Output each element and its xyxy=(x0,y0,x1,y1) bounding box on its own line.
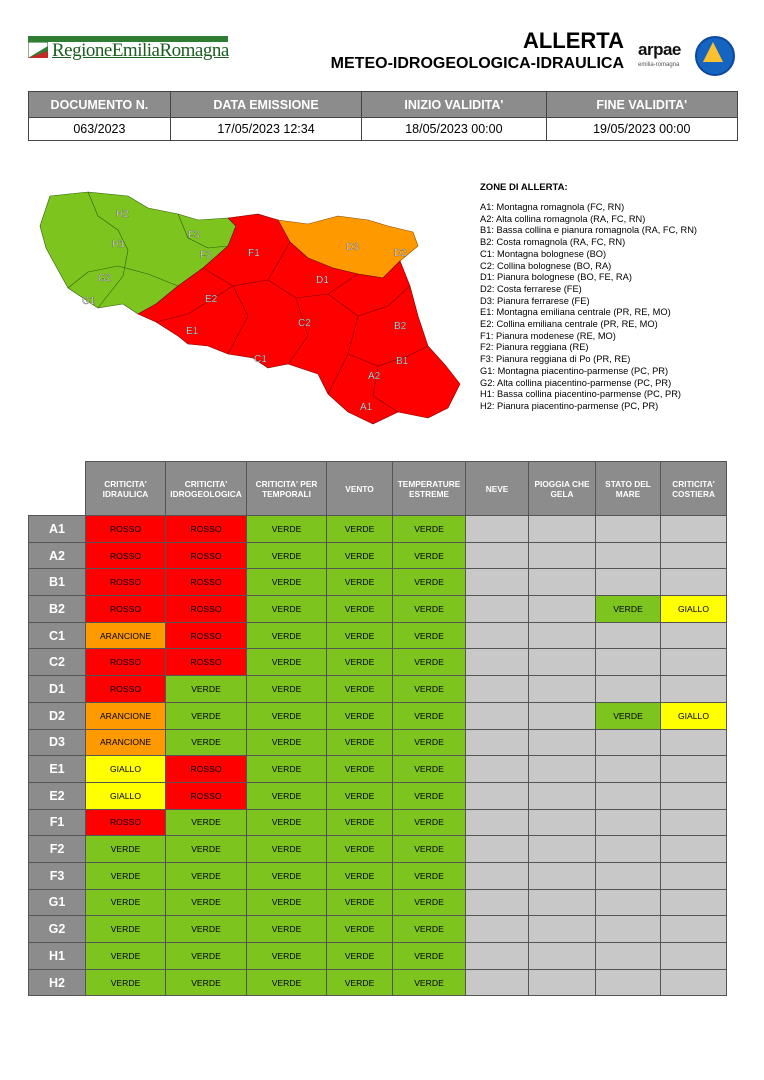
alert-cell xyxy=(661,862,727,889)
alert-zones-map xyxy=(28,186,468,436)
alert-cell: VERDE xyxy=(327,676,393,703)
alert-cell: VERDE xyxy=(327,862,393,889)
region-logo-text: RegioneEmiliaRomagna xyxy=(52,40,229,61)
table-row xyxy=(29,649,727,676)
alert-cell xyxy=(661,889,727,916)
alert-cell xyxy=(466,782,529,809)
alert-cell xyxy=(466,596,529,623)
zone-item: C1: Montagna bolognese (BO) xyxy=(480,248,607,259)
alert-cell: VERDE xyxy=(166,836,247,863)
zone-item: D2: Costa ferrarese (FE) xyxy=(480,283,582,294)
zone-item: C2: Collina bolognese (BO, RA) xyxy=(480,260,612,271)
alert-cell xyxy=(596,516,661,543)
alert-cell xyxy=(466,889,529,916)
alert-cell xyxy=(466,756,529,783)
alert-cell: VERDE xyxy=(166,889,247,916)
zone-code: D1 xyxy=(29,676,86,703)
alert-cell xyxy=(661,943,727,970)
map-label: A1 xyxy=(360,402,373,413)
table-row xyxy=(29,916,727,943)
alert-cell: VERDE xyxy=(247,969,327,996)
alert-cell: VERDE xyxy=(393,836,466,863)
alert-cell xyxy=(596,782,661,809)
info-header: FINE VALIDITA' xyxy=(546,92,737,118)
column-header: NEVE xyxy=(466,462,529,516)
alert-cell xyxy=(529,596,596,623)
table-row xyxy=(29,782,727,809)
alert-cell: VERDE xyxy=(327,916,393,943)
alert-cell xyxy=(661,622,727,649)
map-label: A2 xyxy=(368,371,381,382)
info-header: DATA EMISSIONE xyxy=(170,92,361,118)
alert-cell xyxy=(661,782,727,809)
alert-cell: VERDE xyxy=(247,943,327,970)
alert-cell: VERDE xyxy=(327,782,393,809)
alert-cell: VERDE xyxy=(327,969,393,996)
alert-cell xyxy=(661,809,727,836)
table-row xyxy=(29,809,727,836)
alert-table xyxy=(28,461,727,996)
alert-cell xyxy=(466,516,529,543)
table-corner xyxy=(29,462,86,516)
alert-cell: VERDE xyxy=(247,542,327,569)
alert-cell: ROSSO xyxy=(86,676,166,703)
alert-cell: VERDE xyxy=(247,862,327,889)
alert-cell: VERDE xyxy=(393,916,466,943)
map-label: C1 xyxy=(254,354,267,365)
zone-item: F2: Pianura reggiana (RE) xyxy=(480,342,589,353)
zone-code: A1 xyxy=(29,516,86,543)
zone-code: C1 xyxy=(29,622,86,649)
alert-cell xyxy=(596,809,661,836)
alert-cell xyxy=(529,649,596,676)
alert-cell: VERDE xyxy=(86,916,166,943)
map-label: F1 xyxy=(248,248,260,259)
alert-cell xyxy=(661,569,727,596)
alert-cell: GIALLO xyxy=(661,596,727,623)
alert-cell: ROSSO xyxy=(86,569,166,596)
alert-cell: VERDE xyxy=(86,836,166,863)
alert-cell xyxy=(466,622,529,649)
alert-cell: ROSSO xyxy=(166,596,247,623)
alert-cell xyxy=(529,809,596,836)
zone-item: G2: Alta collina piacentino-parmense (PC, PR) xyxy=(480,377,672,388)
table-row xyxy=(29,969,727,996)
alert-cell xyxy=(529,622,596,649)
table-row xyxy=(29,836,727,863)
zone-item: G1: Montagna piacentino-parmense (PC, PR) xyxy=(480,365,669,376)
alert-cell xyxy=(466,809,529,836)
alert-cell xyxy=(529,969,596,996)
zone-code: F1 xyxy=(29,809,86,836)
alert-cell: VERDE xyxy=(247,676,327,703)
zone-item: H1: Bassa collina piacentino-parmense (PC, PR) xyxy=(480,389,682,400)
zone-code: D3 xyxy=(29,729,86,756)
alert-cell: VERDE xyxy=(86,862,166,889)
zone-item: H2: Pianura piacentino-parmense (PC, PR) xyxy=(480,400,659,411)
alert-cell xyxy=(596,969,661,996)
alert-cell xyxy=(596,676,661,703)
alert-cell: ROSSO xyxy=(86,809,166,836)
alert-cell xyxy=(529,542,596,569)
zone-item: E2: Collina emiliana centrale (PR, RE, MO) xyxy=(480,319,658,330)
zone-item: A2: Alta collina romagnola (RA, FC, RN) xyxy=(480,213,646,224)
region-flag-icon xyxy=(28,42,48,58)
zone-item: B2: Costa romagnola (RA, FC, RN) xyxy=(480,237,626,248)
alert-cell xyxy=(596,943,661,970)
alert-cell: VERDE xyxy=(327,836,393,863)
alert-cell: VERDE xyxy=(247,782,327,809)
alert-cell: ROSSO xyxy=(86,596,166,623)
zones-list xyxy=(480,202,697,413)
alert-cell xyxy=(529,916,596,943)
alert-cell: VERDE xyxy=(166,809,247,836)
alert-cell xyxy=(466,862,529,889)
map-label: G2 xyxy=(98,273,112,284)
alert-cell: ROSSO xyxy=(86,542,166,569)
zone-item: D3: Pianura ferrarese (FE) xyxy=(480,295,590,306)
alert-cell xyxy=(466,916,529,943)
alert-cell: VERDE xyxy=(327,596,393,623)
alert-cell xyxy=(596,542,661,569)
alert-cell: VERDE xyxy=(327,542,393,569)
alert-cell xyxy=(596,622,661,649)
map-label: D3 xyxy=(346,242,359,253)
alert-cell xyxy=(596,862,661,889)
alert-cell xyxy=(661,516,727,543)
arpae-logo-sub: emilia-romagna xyxy=(638,62,680,68)
map-label: F2 xyxy=(200,250,212,261)
alert-cell xyxy=(596,836,661,863)
alert-cell: VERDE xyxy=(327,943,393,970)
alert-cell xyxy=(661,916,727,943)
alert-cell: ARANCIONE xyxy=(86,702,166,729)
alert-cell: VERDE xyxy=(247,729,327,756)
table-row xyxy=(29,702,727,729)
alert-cell: VERDE xyxy=(596,596,661,623)
page-title: ALLERTA xyxy=(522,28,624,53)
alert-cell xyxy=(596,569,661,596)
alert-cell: VERDE xyxy=(247,702,327,729)
alert-cell: ROSSO xyxy=(166,649,247,676)
issue-date: 17/05/2023 12:34 xyxy=(170,118,361,141)
alert-cell: VERDE xyxy=(596,702,661,729)
map-label: B1 xyxy=(396,356,409,367)
alert-cell: VERDE xyxy=(393,943,466,970)
alert-cell xyxy=(529,889,596,916)
alert-cell xyxy=(466,729,529,756)
alert-cell: VERDE xyxy=(166,943,247,970)
zone-code: F3 xyxy=(29,862,86,889)
column-header: CRITICITA' IDRAULICA xyxy=(86,462,166,516)
alert-cell xyxy=(596,916,661,943)
alert-cell xyxy=(529,569,596,596)
alert-cell xyxy=(466,836,529,863)
alert-cell: ROSSO xyxy=(166,542,247,569)
alert-cell: VERDE xyxy=(327,622,393,649)
alert-cell: VERDE xyxy=(327,809,393,836)
map-label: D2 xyxy=(394,248,407,259)
alert-cell: VERDE xyxy=(393,756,466,783)
zone-code: H2 xyxy=(29,969,86,996)
alert-cell xyxy=(661,836,727,863)
alert-cell xyxy=(661,676,727,703)
alert-cell: VERDE xyxy=(247,836,327,863)
alert-cell: ROSSO xyxy=(166,782,247,809)
alert-cell: VERDE xyxy=(393,542,466,569)
alert-cell xyxy=(529,702,596,729)
alert-cell: VERDE xyxy=(247,516,327,543)
alert-cell: GIALLO xyxy=(661,702,727,729)
map-label: C2 xyxy=(298,318,311,329)
table-row xyxy=(29,596,727,623)
zone-item: F1: Pianura modenese (RE, MO) xyxy=(480,330,616,341)
alert-cell xyxy=(466,649,529,676)
table-row xyxy=(29,943,727,970)
alert-cell xyxy=(466,542,529,569)
alert-cell: VERDE xyxy=(247,622,327,649)
alert-cell: ROSSO xyxy=(86,649,166,676)
alert-cell xyxy=(596,729,661,756)
column-header: STATO DEL MARE xyxy=(596,462,661,516)
zone-code: A2 xyxy=(29,542,86,569)
map-label: E1 xyxy=(186,326,199,337)
alert-cell: VERDE xyxy=(327,756,393,783)
alert-cell xyxy=(466,702,529,729)
alert-cell: ROSSO xyxy=(166,756,247,783)
zone-code: G2 xyxy=(29,916,86,943)
column-header: TEMPERATURE ESTREME xyxy=(393,462,466,516)
alert-cell: VERDE xyxy=(393,596,466,623)
alert-cell: VERDE xyxy=(393,569,466,596)
map-label: F3 xyxy=(188,230,200,241)
alert-cell: VERDE xyxy=(166,729,247,756)
alert-cell xyxy=(529,756,596,783)
alert-cell: VERDE xyxy=(247,916,327,943)
alert-cell: VERDE xyxy=(86,943,166,970)
alert-cell: VERDE xyxy=(86,889,166,916)
alert-cell xyxy=(661,969,727,996)
alert-cell xyxy=(661,756,727,783)
table-row xyxy=(29,676,727,703)
table-row xyxy=(29,569,727,596)
alert-cell: VERDE xyxy=(247,649,327,676)
zones-title: ZONE DI ALLERTA: xyxy=(480,182,568,193)
alert-cell: VERDE xyxy=(393,969,466,996)
alert-cell: VERDE xyxy=(393,782,466,809)
alert-cell: VERDE xyxy=(327,569,393,596)
map-label: B2 xyxy=(394,321,407,332)
zone-code: E2 xyxy=(29,782,86,809)
alert-cell: VERDE xyxy=(393,649,466,676)
alert-cell xyxy=(596,889,661,916)
zone-item: D1: Pianura bolognese (BO, FE, RA) xyxy=(480,272,632,283)
alert-cell: ROSSO xyxy=(166,569,247,596)
zone-code: C2 xyxy=(29,649,86,676)
zone-item: B1: Bassa collina e pianura romagnola (RA, FC, RN) xyxy=(480,225,698,236)
alert-cell xyxy=(596,756,661,783)
table-row xyxy=(29,542,727,569)
alert-cell: VERDE xyxy=(166,969,247,996)
alert-cell: GIALLO xyxy=(86,782,166,809)
alert-cell: VERDE xyxy=(393,702,466,729)
alert-cell: ROSSO xyxy=(166,516,247,543)
zone-item: A1: Montagna romagnola (FC, RN) xyxy=(480,202,625,212)
alert-cell: VERDE xyxy=(247,889,327,916)
alert-cell xyxy=(466,969,529,996)
document-info-table xyxy=(28,91,738,141)
alert-cell xyxy=(529,729,596,756)
alert-cell: GIALLO xyxy=(86,756,166,783)
alert-cell: VERDE xyxy=(393,862,466,889)
alert-cell xyxy=(529,782,596,809)
map-label: D1 xyxy=(316,275,329,286)
alert-cell: VERDE xyxy=(166,676,247,703)
alert-cell xyxy=(529,516,596,543)
alert-cell: VERDE xyxy=(166,862,247,889)
alert-cell: VERDE xyxy=(393,889,466,916)
alert-cell xyxy=(529,862,596,889)
zone-code: G1 xyxy=(29,889,86,916)
alert-cell: VERDE xyxy=(327,729,393,756)
alert-cell xyxy=(466,569,529,596)
alert-cell xyxy=(596,649,661,676)
zone-code: B1 xyxy=(29,569,86,596)
alert-cell: VERDE xyxy=(247,596,327,623)
validity-end: 19/05/2023 00:00 xyxy=(546,118,737,141)
alert-cell: VERDE xyxy=(247,809,327,836)
alert-cell: ROSSO xyxy=(166,622,247,649)
alert-cell: ARANCIONE xyxy=(86,729,166,756)
column-header: CRITICITA' COSTIERA xyxy=(661,462,727,516)
alert-cell xyxy=(529,676,596,703)
zone-code: H1 xyxy=(29,943,86,970)
map-label: H2 xyxy=(116,209,129,220)
alert-cell: VERDE xyxy=(393,729,466,756)
alert-cell: ARANCIONE xyxy=(86,622,166,649)
column-header: VENTO xyxy=(327,462,393,516)
info-header: DOCUMENTO N. xyxy=(29,92,171,118)
alert-cell: VERDE xyxy=(393,676,466,703)
zone-item: F3: Pianura reggiana di Po (PR, RE) xyxy=(480,354,631,365)
arpae-logo: arpae xyxy=(638,40,681,59)
info-header: INIZIO VALIDITA' xyxy=(362,92,546,118)
alert-cell xyxy=(529,943,596,970)
civil-protection-triangle-icon xyxy=(703,42,723,62)
column-header: PIOGGIA CHE GELA xyxy=(529,462,596,516)
table-row xyxy=(29,862,727,889)
alert-cell: VERDE xyxy=(393,622,466,649)
alert-cell: VERDE xyxy=(86,969,166,996)
zone-code: E1 xyxy=(29,756,86,783)
zone-code: B2 xyxy=(29,596,86,623)
alert-cell: VERDE xyxy=(247,569,327,596)
table-row xyxy=(29,756,727,783)
alert-cell xyxy=(466,676,529,703)
zone-code: F2 xyxy=(29,836,86,863)
alert-cell: VERDE xyxy=(247,756,327,783)
alert-cell: VERDE xyxy=(166,916,247,943)
alert-cell: VERDE xyxy=(327,889,393,916)
alert-cell: VERDE xyxy=(327,649,393,676)
table-row xyxy=(29,622,727,649)
table-row xyxy=(29,729,727,756)
table-row xyxy=(29,889,727,916)
alert-cell xyxy=(661,649,727,676)
zone-item: E1: Montagna emiliana centrale (PR, RE, MO) xyxy=(480,307,671,318)
map-label: E2 xyxy=(205,294,218,305)
alert-cell: VERDE xyxy=(393,516,466,543)
page-subtitle: METEO-IDROGEOLOGICA-IDRAULICA xyxy=(330,55,624,72)
alert-cell xyxy=(661,542,727,569)
alert-cell: VERDE xyxy=(327,702,393,729)
alert-cell xyxy=(661,729,727,756)
column-header: CRITICITA' PER TEMPORALI xyxy=(247,462,327,516)
alert-cell: ROSSO xyxy=(86,516,166,543)
map-label: G1 xyxy=(82,296,96,307)
alert-cell: VERDE xyxy=(327,516,393,543)
alert-cell: VERDE xyxy=(393,809,466,836)
map-label: H1 xyxy=(112,239,125,250)
alert-cell xyxy=(529,836,596,863)
table-row xyxy=(29,516,727,543)
zone-code: D2 xyxy=(29,702,86,729)
column-header: CRITICITA' IDROGEOLOGICA xyxy=(166,462,247,516)
validity-start: 18/05/2023 00:00 xyxy=(362,118,546,141)
alert-cell xyxy=(466,943,529,970)
alert-cell: VERDE xyxy=(166,702,247,729)
document-number: 063/2023 xyxy=(29,118,171,141)
